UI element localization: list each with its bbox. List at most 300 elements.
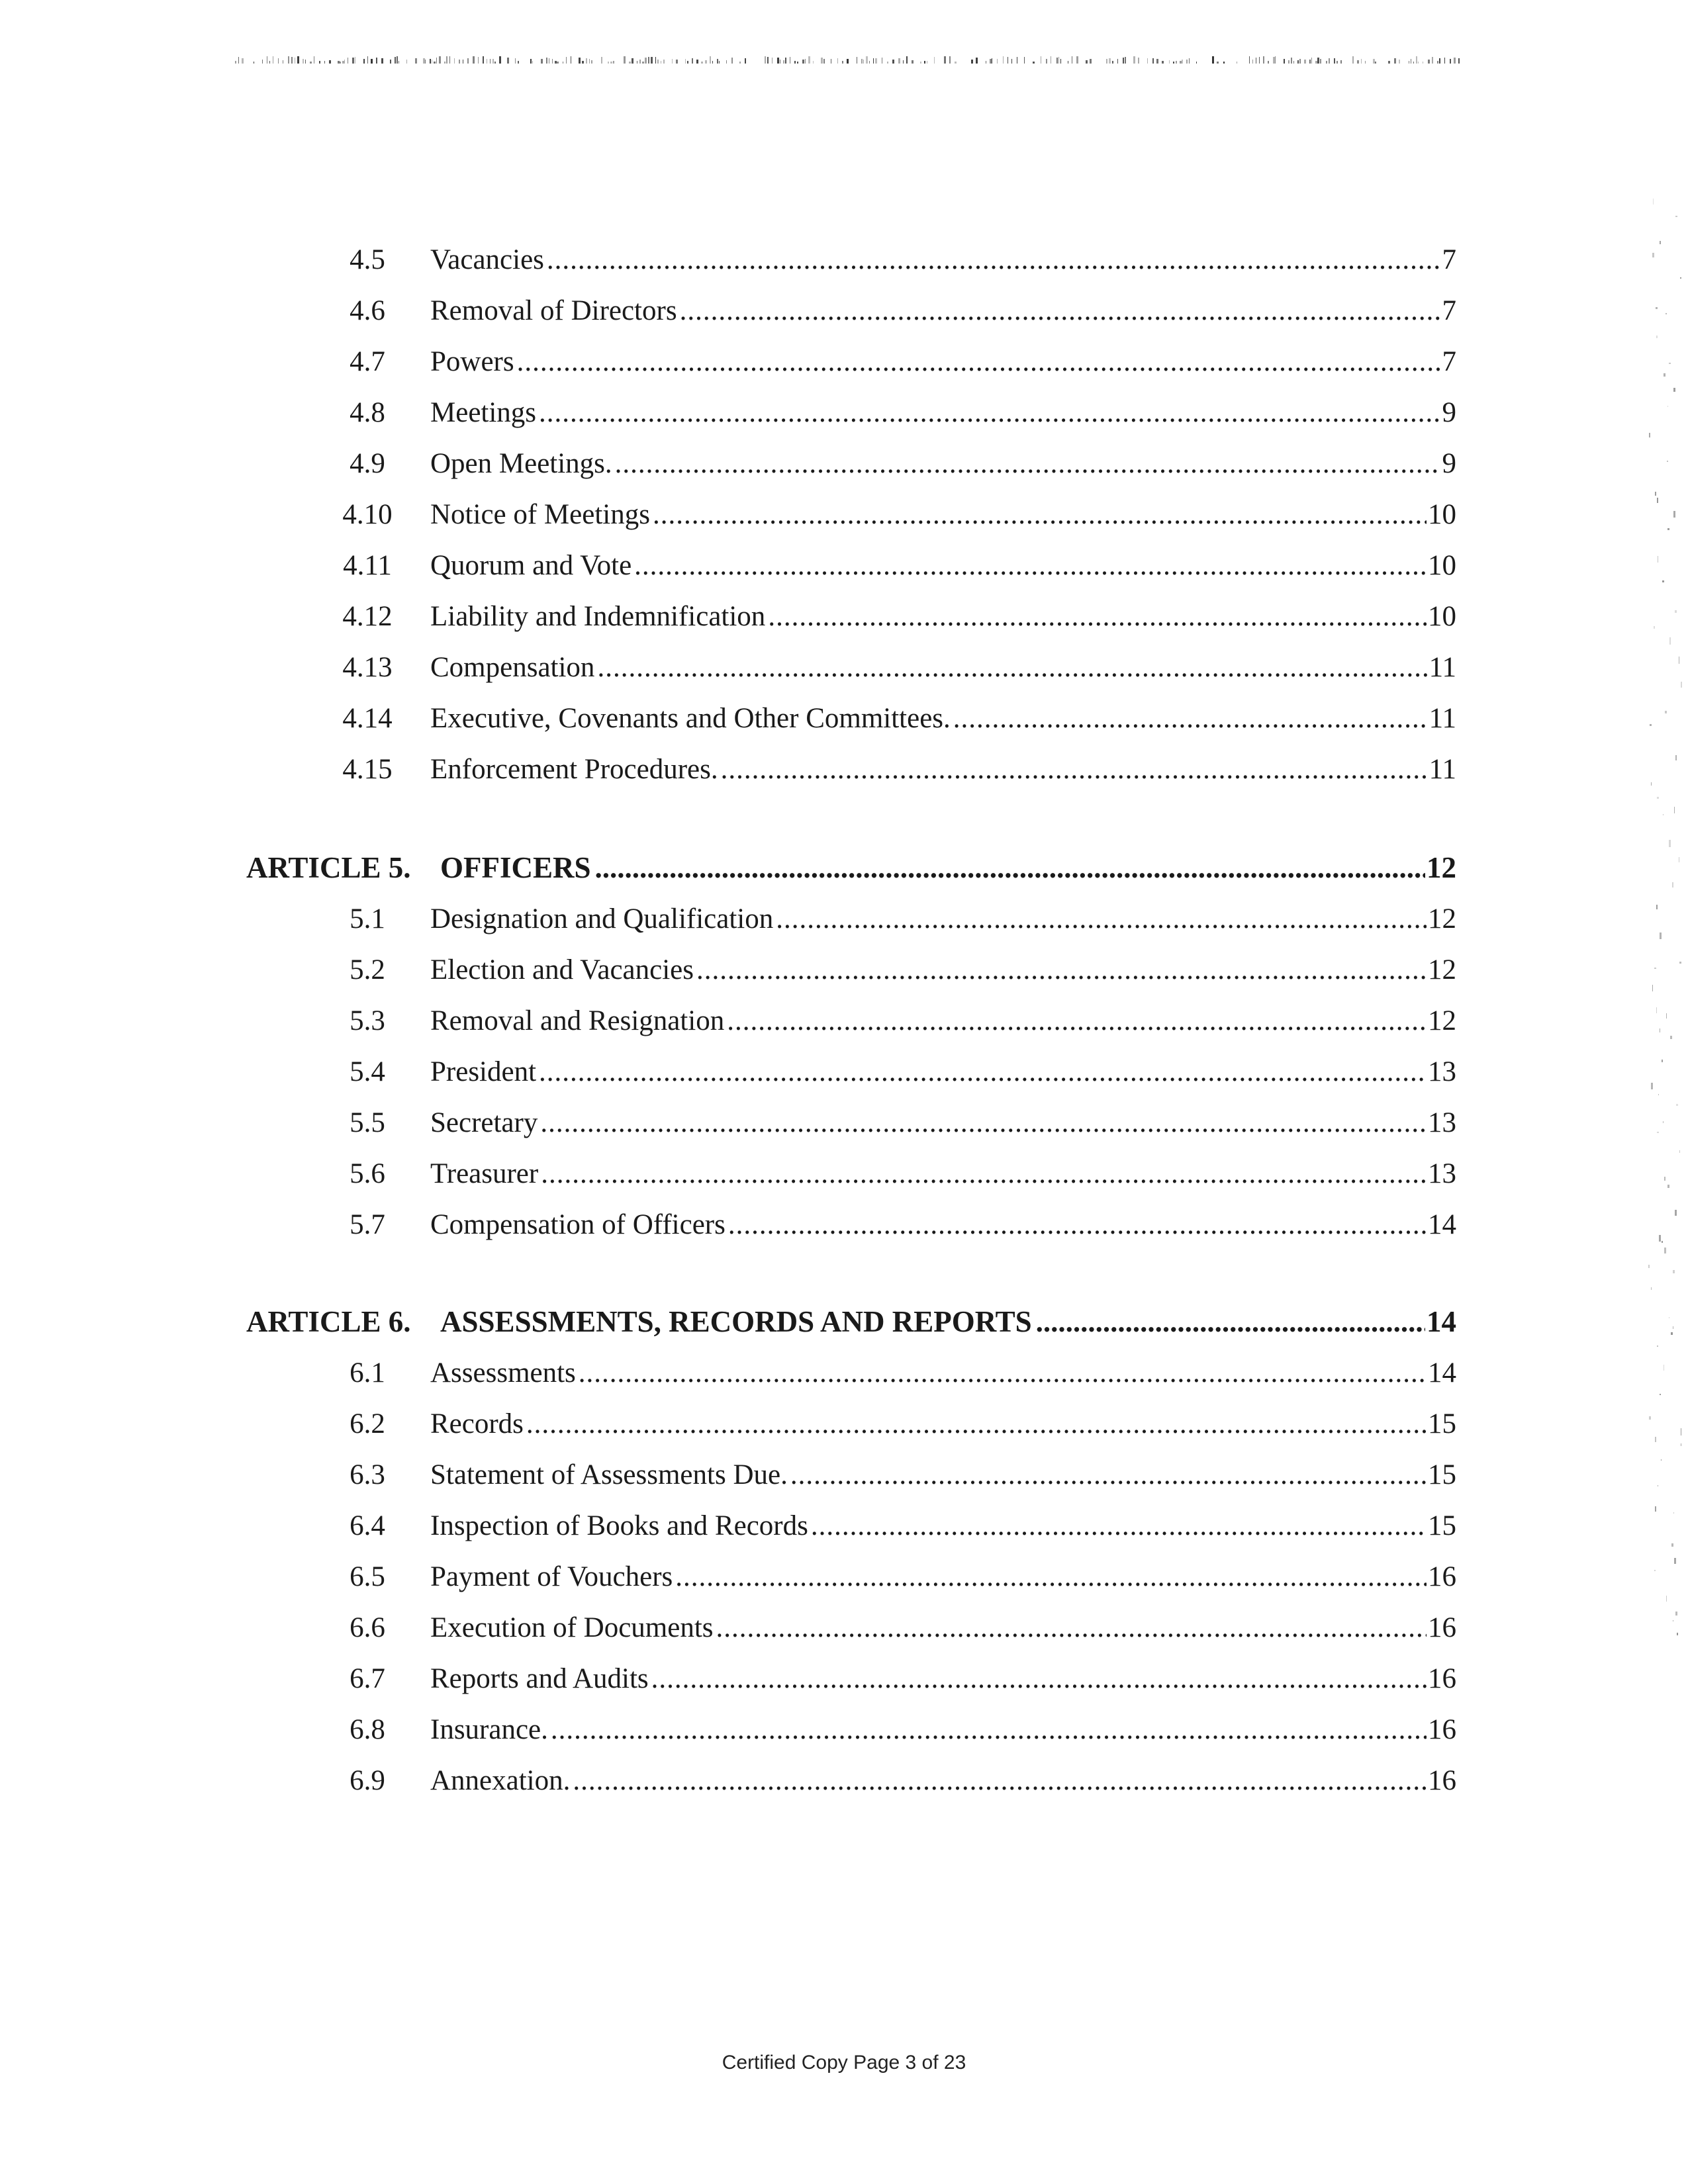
scan-noise-mark — [297, 56, 299, 64]
entry-page: 16 — [1428, 1612, 1456, 1643]
scan-noise-strip — [235, 56, 1460, 64]
scan-noise-mark — [449, 56, 450, 64]
scan-noise-mark — [532, 61, 533, 64]
entry-page: 15 — [1428, 1510, 1456, 1541]
entry-title: Payment of Vouchers — [430, 1561, 673, 1592]
scan-noise-mark — [1046, 59, 1047, 64]
dot-leader — [539, 393, 1440, 433]
scan-noise-mark — [397, 56, 398, 64]
scan-noise-mark — [1334, 58, 1335, 64]
entry-number: 6.1 — [350, 1357, 385, 1388]
scan-noise-mark — [406, 60, 407, 64]
scan-noise-mark — [655, 57, 656, 64]
article-heading[interactable] — [0, 848, 1688, 887]
entry-number: 4.11 — [343, 550, 392, 581]
scan-noise-mark — [1223, 62, 1225, 64]
dot-leader — [540, 1103, 1427, 1143]
scan-noise-mark — [1086, 60, 1088, 64]
entry-number: 4.10 — [342, 499, 393, 530]
entry-title: Records — [430, 1408, 524, 1439]
scan-noise-mark — [1357, 60, 1359, 64]
scan-noise-mark — [794, 61, 796, 64]
scan-noise-mark — [642, 62, 644, 64]
scan-noise-mark — [390, 60, 391, 64]
toc-entry[interactable] — [0, 1506, 1688, 1546]
scan-noise-mark — [430, 59, 431, 64]
scan-noise-mark — [632, 58, 633, 64]
dot-leader — [615, 444, 1441, 484]
dot-leader — [551, 1710, 1427, 1750]
scan-noise-mark — [546, 58, 547, 64]
entry-title: Annexation. — [430, 1765, 571, 1796]
scan-noise-mark — [329, 60, 331, 64]
scan-noise-mark — [305, 60, 306, 64]
scan-noise-mark — [499, 56, 501, 64]
scan-noise-mark — [1252, 60, 1253, 64]
scan-noise-mark — [582, 61, 584, 64]
scan-noise-mark — [739, 62, 741, 64]
scan-noise-mark — [492, 59, 494, 64]
entry-number: 4.7 — [350, 346, 385, 377]
scan-noise-mark — [434, 62, 436, 64]
scan-noise-mark — [1352, 56, 1354, 64]
toc-entry[interactable] — [0, 1205, 1688, 1245]
scan-noise-mark — [657, 60, 659, 64]
scan-noise-mark — [1156, 59, 1158, 64]
scan-noise-mark — [1413, 62, 1414, 64]
entry-number: 4.14 — [342, 703, 393, 734]
scan-noise-mark — [1182, 60, 1183, 64]
scan-noise-mark — [1336, 61, 1338, 64]
scan-noise-mark — [823, 59, 825, 64]
entry-number: 5.2 — [350, 954, 385, 985]
entry-page: 7 — [1442, 244, 1456, 275]
toc-entry[interactable] — [0, 1557, 1688, 1597]
scan-noise-mark — [235, 61, 236, 64]
dot-leader — [696, 950, 1427, 990]
entry-page: 13 — [1428, 1158, 1456, 1189]
entry-page: 13 — [1428, 1056, 1456, 1087]
scan-noise-mark — [541, 59, 543, 64]
toc-entry[interactable] — [0, 1710, 1688, 1750]
entry-page: 16 — [1428, 1561, 1456, 1592]
entry-title: Execution of Documents — [430, 1612, 714, 1643]
dot-leader — [776, 899, 1427, 939]
scan-noise-mark — [1106, 59, 1107, 64]
scan-noise-mark — [892, 60, 894, 64]
entry-title: Liability and Indemnification — [430, 601, 766, 632]
scan-noise-mark — [1394, 58, 1396, 64]
scan-noise-mark — [1212, 56, 1214, 64]
scan-noise-mark — [591, 60, 592, 64]
scan-noise-mark — [1268, 61, 1269, 64]
scan-edge-mark — [1679, 1150, 1680, 1153]
scan-noise-mark — [1432, 57, 1433, 64]
entry-title: Removal of Directors — [430, 295, 677, 326]
dot-leader — [727, 1001, 1427, 1041]
toc-entry[interactable] — [0, 899, 1688, 939]
dot-leader — [526, 1404, 1427, 1444]
entry-number: 6.2 — [350, 1408, 385, 1439]
toc-entry[interactable] — [0, 1103, 1688, 1143]
entry-number: 6.4 — [350, 1510, 385, 1541]
scan-noise-mark — [767, 57, 769, 64]
scan-noise-mark — [415, 58, 417, 64]
scan-noise-mark — [507, 58, 509, 64]
entry-number: 5.3 — [350, 1005, 385, 1036]
entry-number: 4.9 — [350, 448, 385, 479]
entry-page: 12 — [1428, 954, 1456, 985]
entry-number: 4.8 — [350, 397, 385, 428]
scan-noise-mark — [1444, 58, 1445, 64]
toc-entry[interactable] — [0, 546, 1688, 586]
scan-noise-mark — [971, 60, 973, 64]
scan-noise-mark — [645, 58, 647, 64]
scan-noise-mark — [262, 60, 263, 64]
scan-edge-mark — [1675, 216, 1677, 217]
scan-noise-mark — [610, 62, 612, 64]
scan-noise-mark — [1317, 58, 1319, 64]
dot-leader — [634, 546, 1427, 586]
scan-noise-mark — [813, 61, 814, 64]
toc-entry[interactable] — [0, 699, 1688, 739]
scan-noise-mark — [672, 59, 673, 64]
dot-leader — [675, 1557, 1427, 1597]
article-page: 14 — [1427, 1305, 1456, 1338]
scan-noise-mark — [837, 58, 838, 64]
scan-edge-mark — [1674, 807, 1675, 813]
entry-title: Executive, Covenants and Other Committees. — [430, 703, 951, 734]
scan-noise-mark — [444, 62, 445, 64]
toc-entry[interactable] — [0, 750, 1688, 790]
scan-noise-mark — [1309, 60, 1311, 64]
toc-entry[interactable] — [0, 1154, 1688, 1194]
toc-entry[interactable] — [0, 240, 1688, 280]
scan-noise-mark — [1297, 60, 1299, 64]
entry-page: 13 — [1428, 1107, 1456, 1138]
scan-noise-mark — [731, 58, 733, 64]
entry-number: 6.5 — [350, 1561, 385, 1592]
scan-noise-mark — [1428, 60, 1430, 64]
scan-noise-mark — [949, 56, 951, 64]
entry-page: 14 — [1428, 1357, 1456, 1388]
scan-noise-mark — [371, 59, 373, 64]
entry-number: 5.5 — [350, 1107, 385, 1138]
entry-title: Inspection of Books and Records — [430, 1510, 808, 1541]
scan-edge-mark — [1669, 637, 1671, 645]
scan-noise-mark — [1076, 56, 1078, 64]
scan-edge-mark — [1653, 199, 1654, 205]
entry-title: Vacancies — [430, 244, 544, 275]
entry-number: 5.4 — [350, 1056, 385, 1087]
entry-number: 6.8 — [350, 1714, 385, 1745]
scan-noise-mark — [436, 58, 437, 64]
entry-title: Quorum and Vote — [430, 550, 632, 581]
scan-noise-mark — [785, 58, 786, 64]
entry-number: 6.3 — [350, 1459, 385, 1490]
scan-noise-mark — [467, 58, 469, 64]
scan-edge-mark — [1651, 1287, 1652, 1290]
entry-title: Open Meetings. — [430, 448, 612, 479]
scan-noise-mark — [903, 60, 904, 64]
toc-entry[interactable] — [0, 393, 1688, 433]
scan-noise-mark — [997, 59, 998, 64]
scan-noise-mark — [1329, 58, 1330, 64]
scan-noise-mark — [1299, 59, 1301, 64]
scan-noise-mark — [1186, 60, 1188, 64]
entry-number: 6.6 — [350, 1612, 385, 1643]
scan-noise-mark — [717, 59, 718, 64]
toc-entry[interactable] — [0, 648, 1688, 688]
scan-noise-mark — [557, 62, 559, 64]
scan-noise-mark — [624, 56, 626, 64]
scan-noise-mark — [1291, 58, 1292, 64]
scan-noise-mark — [648, 57, 649, 64]
scan-noise-mark — [363, 59, 365, 64]
entry-title: Compensation of Officers — [430, 1209, 726, 1240]
scan-noise-mark — [1060, 59, 1061, 64]
scan-noise-mark — [906, 56, 908, 64]
scan-noise-mark — [1109, 58, 1111, 64]
toc-entry[interactable] — [0, 1659, 1688, 1699]
toc-entry[interactable] — [0, 1001, 1688, 1041]
toc-entry[interactable] — [0, 1052, 1688, 1092]
scan-noise-mark — [861, 59, 863, 64]
entry-page: 7 — [1442, 346, 1456, 377]
scan-noise-mark — [920, 62, 921, 64]
dot-leader — [653, 495, 1427, 535]
entry-page: 11 — [1429, 652, 1456, 683]
dot-leader — [728, 1205, 1427, 1245]
scan-noise-mark — [1388, 61, 1390, 64]
scan-noise-mark — [395, 57, 396, 64]
scan-noise-mark — [459, 60, 460, 64]
scan-noise-mark — [425, 60, 426, 64]
scan-noise-mark — [639, 60, 641, 64]
toc-entry[interactable] — [0, 495, 1688, 535]
article-title: OFFICERS — [440, 851, 591, 884]
scan-noise-mark — [473, 56, 475, 64]
toc-entry[interactable] — [0, 1455, 1688, 1495]
scan-noise-mark — [692, 58, 693, 64]
scan-noise-mark — [352, 58, 354, 64]
scan-noise-mark — [1058, 57, 1059, 64]
scan-noise-mark — [288, 56, 289, 64]
scan-noise-mark — [1458, 58, 1460, 64]
toc-entry[interactable] — [0, 1353, 1688, 1393]
scan-noise-mark — [446, 56, 447, 64]
scan-noise-mark — [530, 59, 532, 64]
dot-leader — [721, 750, 1428, 790]
scan-noise-mark — [898, 58, 900, 64]
entry-page: 15 — [1428, 1408, 1456, 1439]
article-heading[interactable] — [0, 1302, 1688, 1342]
scan-noise-mark — [1133, 56, 1135, 64]
entry-number: 6.7 — [350, 1663, 385, 1694]
entry-page: 7 — [1442, 295, 1456, 326]
scan-noise-mark — [1169, 60, 1170, 64]
entry-page: 16 — [1428, 1765, 1456, 1796]
scan-noise-mark — [278, 58, 279, 64]
scan-noise-mark — [367, 56, 368, 64]
scan-noise-mark — [866, 56, 868, 64]
entry-title: Treasurer — [430, 1158, 539, 1189]
dot-leader — [790, 1455, 1427, 1495]
scan-noise-mark — [310, 62, 312, 64]
entry-title: Election and Vacancies — [430, 954, 694, 985]
scan-noise-mark — [1275, 56, 1276, 64]
entry-page: 15 — [1428, 1459, 1456, 1490]
dot-leader — [1036, 1302, 1425, 1342]
toc-entry[interactable] — [0, 1608, 1688, 1648]
page-footer: Certified Copy Page 3 of 23 — [722, 2052, 966, 2073]
scan-noise-mark — [802, 60, 804, 64]
scan-noise-mark — [934, 57, 935, 64]
article-label: ARTICLE 5. — [246, 851, 411, 884]
scan-noise-mark — [344, 60, 345, 64]
scan-noise-mark — [1024, 57, 1025, 64]
scan-noise-mark — [319, 61, 320, 64]
scan-noise-mark — [1311, 58, 1312, 64]
scan-noise-mark — [1125, 57, 1126, 64]
article-title: ASSESSMENTS, RECORDS AND REPORTS — [440, 1305, 1032, 1338]
dot-leader — [579, 1353, 1427, 1393]
dot-leader — [651, 1659, 1427, 1699]
scan-noise-mark — [1147, 58, 1148, 64]
scan-noise-mark — [1340, 60, 1342, 64]
scan-noise-mark — [1217, 62, 1219, 64]
entry-number: 4.13 — [342, 652, 393, 683]
scan-noise-mark — [608, 62, 609, 64]
scan-noise-mark — [478, 57, 479, 64]
scan-noise-mark — [1399, 60, 1400, 64]
scan-noise-mark — [454, 58, 455, 64]
entry-page: 10 — [1428, 499, 1456, 530]
scan-noise-mark — [1284, 59, 1285, 64]
scan-noise-mark — [1450, 59, 1451, 64]
scan-noise-mark — [490, 59, 491, 64]
scan-noise-mark — [324, 61, 325, 64]
dot-leader — [573, 1761, 1427, 1801]
entry-title: Notice of Meetings — [430, 499, 650, 530]
scan-noise-mark — [1162, 61, 1164, 64]
scan-noise-mark — [1056, 58, 1058, 64]
scan-noise-mark — [1152, 58, 1154, 64]
entry-page: 12 — [1428, 903, 1456, 934]
scan-noise-mark — [303, 59, 304, 64]
scan-noise-mark — [797, 62, 798, 64]
entry-title: Secretary — [430, 1107, 538, 1138]
scan-noise-mark — [601, 57, 602, 64]
toc-entry[interactable] — [0, 291, 1688, 331]
scan-noise-mark — [269, 61, 270, 64]
entry-number: 4.12 — [342, 601, 393, 632]
scan-noise-mark — [1454, 58, 1456, 64]
scan-noise-mark — [291, 57, 293, 64]
scan-edge-mark — [1669, 840, 1671, 847]
toc-entry[interactable] — [0, 1761, 1688, 1801]
toc-entry[interactable] — [0, 1404, 1688, 1444]
entry-page: 16 — [1428, 1714, 1456, 1745]
scan-noise-mark — [483, 56, 484, 64]
scan-noise-mark — [710, 56, 711, 64]
scan-noise-mark — [869, 61, 870, 64]
dot-leader — [517, 342, 1441, 382]
scan-noise-mark — [381, 58, 383, 64]
toc-entry[interactable] — [0, 444, 1688, 484]
scan-noise-mark — [1288, 60, 1289, 64]
scan-noise-mark — [1011, 59, 1012, 64]
scan-noise-mark — [1263, 56, 1264, 64]
entry-number: 6.9 — [350, 1765, 385, 1796]
entry-title: Removal and Resignation — [430, 1005, 725, 1036]
dot-leader — [595, 848, 1425, 887]
scan-noise-mark — [663, 60, 665, 64]
scan-noise-mark — [613, 61, 614, 64]
scan-noise-mark — [745, 58, 746, 64]
scan-noise-mark — [805, 59, 806, 64]
entry-number: 4.5 — [350, 244, 385, 275]
entry-page: 9 — [1442, 448, 1456, 479]
scan-noise-mark — [712, 61, 713, 64]
scan-noise-mark — [676, 60, 678, 64]
entry-page: 10 — [1428, 601, 1456, 632]
scan-noise-mark — [1112, 61, 1113, 64]
scan-noise-mark — [1117, 59, 1118, 64]
scan-noise-mark — [772, 58, 773, 64]
scan-edge-mark — [1673, 388, 1675, 392]
scan-noise-mark — [1361, 59, 1362, 64]
toc-entry[interactable] — [0, 342, 1688, 382]
entry-number: 4.6 — [350, 295, 385, 326]
entry-number: 5.6 — [350, 1158, 385, 1189]
scan-noise-mark — [1375, 62, 1376, 64]
scan-noise-mark — [589, 59, 590, 64]
scan-noise-mark — [944, 56, 946, 64]
scan-noise-mark — [847, 59, 849, 64]
scan-noise-mark — [439, 56, 441, 64]
scan-noise-mark — [1123, 58, 1124, 64]
scan-noise-mark — [1365, 61, 1366, 64]
scan-noise-mark — [1176, 61, 1177, 64]
dot-leader — [541, 1154, 1427, 1194]
scan-edge-mark — [1660, 1394, 1661, 1395]
scan-edge-mark — [1657, 797, 1659, 799]
scan-noise-mark — [515, 58, 516, 64]
scan-noise-mark — [340, 62, 341, 64]
entry-title: Reports and Audits — [430, 1663, 649, 1694]
scan-noise-mark — [912, 60, 914, 64]
toc-entry[interactable] — [0, 597, 1688, 637]
scan-noise-mark — [566, 57, 567, 64]
scan-noise-mark — [1326, 61, 1327, 64]
scan-noise-mark — [1090, 59, 1092, 64]
toc-entry[interactable] — [0, 950, 1688, 990]
entry-title: Insurance. — [430, 1714, 548, 1745]
scan-noise-mark — [821, 58, 823, 64]
dot-leader — [768, 597, 1427, 637]
scan-noise-mark — [1196, 62, 1197, 64]
entry-page: 11 — [1429, 754, 1456, 785]
scan-noise-mark — [552, 59, 553, 64]
scan-noise-mark — [1416, 56, 1417, 64]
entry-page: 16 — [1428, 1663, 1456, 1694]
scan-noise-mark — [518, 61, 519, 64]
scan-noise-mark — [238, 57, 239, 64]
scan-noise-mark — [924, 61, 925, 64]
scan-noise-mark — [1320, 59, 1321, 64]
scan-noise-mark — [696, 60, 698, 64]
